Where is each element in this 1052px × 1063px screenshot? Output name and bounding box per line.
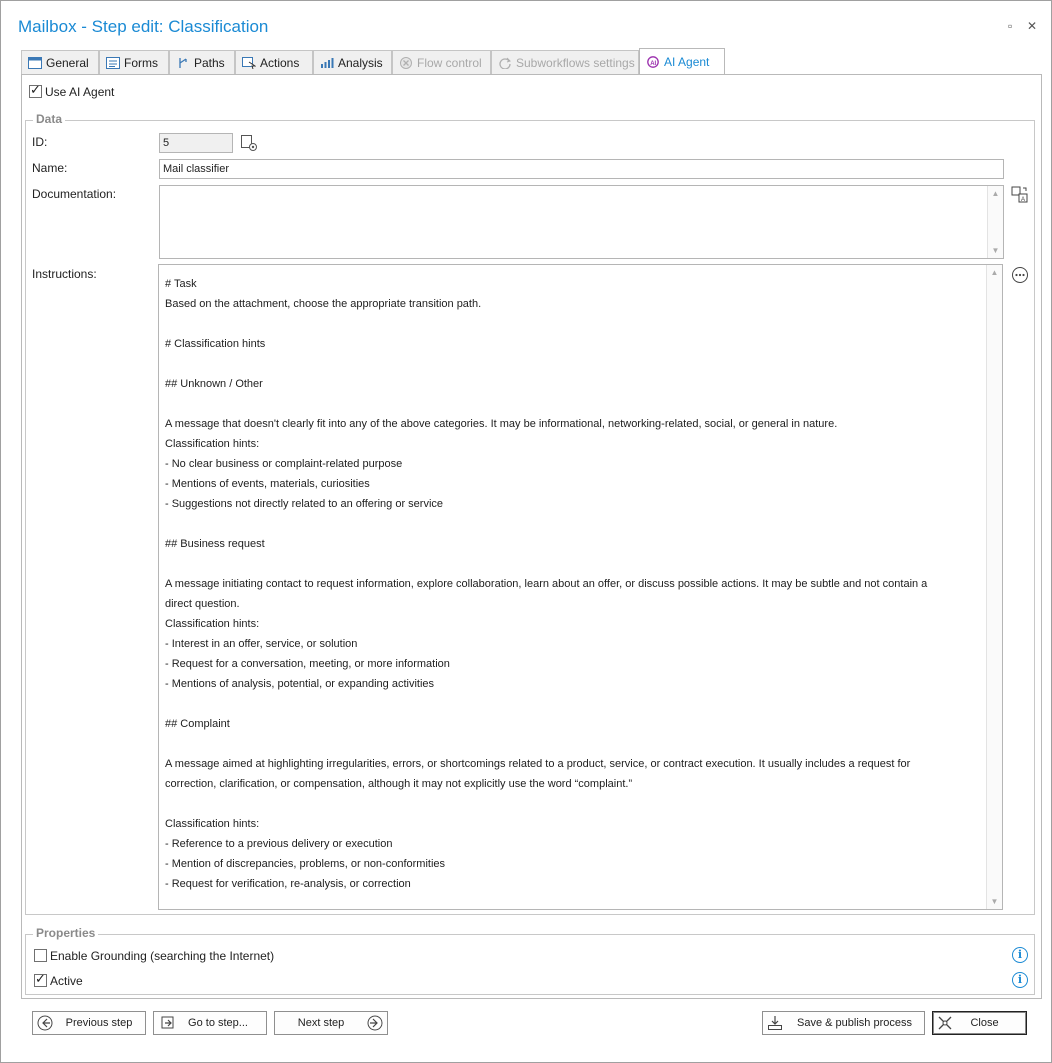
instruction-line: ## Unknown / Other [165,378,263,390]
instruction-line [165,734,982,754]
enable-grounding-checkbox[interactable] [34,949,47,962]
svg-text:AI: AI [650,60,657,67]
tab-label: Flow control [417,55,482,70]
tab-analysis[interactable] [313,50,392,74]
instruction-line: - Mentions of analysis, potential, or expanding activities [165,678,435,690]
instruction-line: ## Complaint [165,718,230,730]
instruction-line: Classification hints: [165,818,260,830]
next-step-button[interactable] [274,1011,388,1035]
instruction-line: A message that doesn't clearly fit into any of the above categories. It may be informational, networking-related, social, or general in nature. [165,418,838,430]
instruction-line: A message aimed at highlighting irregularities, errors, or shortcomings related to a product, service, or contract execution. It usually includes a request for [165,758,911,770]
id-field[interactable]: 5 [159,133,233,153]
name-field[interactable]: Mail classifier [159,159,1004,179]
instruction-line [165,694,982,714]
previous-step-label: Previous step [65,1017,133,1029]
more-options-icon[interactable] [1011,266,1029,284]
scroll-down-arrow-icon[interactable]: ▼ [991,246,1000,255]
tab-paths[interactable] [169,50,235,74]
window-icon [28,57,42,69]
form-icon [106,57,120,69]
data-group-legend: Data [33,112,65,126]
scroll-up-arrow-icon[interactable]: ▲ [990,268,999,277]
tab-label: Analysis [338,55,383,70]
tab-general[interactable] [21,50,99,74]
actions-icon [242,57,256,69]
go-to-step-label: Go to step... [188,1017,248,1029]
instruction-line [165,794,982,814]
instruction-line [165,314,982,334]
properties-group-legend: Properties [33,926,98,940]
tab-subworkflows-settings[interactable] [491,50,639,74]
instructions-label: Instructions: [32,267,97,281]
scroll-down-arrow-icon[interactable]: ▼ [990,897,999,906]
paths-icon [176,57,190,69]
instruction-line [165,554,982,574]
instructions-text [165,274,982,894]
tab-label: Paths [194,55,225,70]
use-ai-agent-label: Use AI Agent [45,85,115,99]
tab-bar [21,50,1033,74]
instruction-line: correction, clarification, or compensation, although it may not explicitly use the word “complaint.” [165,778,633,790]
documentation-label: Documentation: [32,187,117,201]
instruction-line: - Request for a conversation, meeting, or more information [165,658,450,670]
instruction-line: - Request for verification, re-analysis, or correction [165,878,411,890]
close-window-button[interactable]: ✕ [1027,19,1038,33]
tab-ai-agent[interactable] [639,48,725,74]
instruction-line: - Mention of discrepancies, problems, or non-conformities [165,858,446,870]
name-label: Name: [32,161,68,175]
translate-icon[interactable] [1011,186,1029,204]
ai-agent-icon [646,56,660,68]
use-ai-agent-checkbox[interactable] [29,85,42,98]
tab-label: Forms [124,55,158,70]
instruction-line [165,394,982,414]
active-info-icon[interactable]: i [1012,972,1028,988]
tab-actions[interactable] [235,50,313,74]
next-step-label: Next step [297,1017,345,1029]
instruction-line: # Classification hints [165,338,266,350]
active-label: Active [50,974,83,988]
go-to-icon [160,1015,176,1031]
id-label: ID: [32,135,48,149]
maximize-button[interactable]: ▫ [1008,19,1013,33]
instruction-line: Classification hints: [165,438,260,450]
arrow-right-circle-icon [367,1015,383,1031]
close-button[interactable] [932,1011,1027,1035]
dialog-title: Mailbox - Step edit: Classification [18,17,269,36]
tab-label: Subworkflows settings [516,55,635,70]
documentation-field[interactable] [159,185,1004,259]
instructions-scrollbar[interactable] [986,265,1002,909]
go-to-step-button[interactable] [153,1011,267,1035]
refresh-icon [498,57,512,69]
save-publish-label: Save & publish process [797,1017,912,1029]
documentation-scrollbar[interactable] [987,186,1003,258]
instruction-line: Based on the attachment, choose the appropriate transition path. [165,298,482,310]
active-checkbox[interactable] [34,974,47,987]
save-publish-icon [767,1015,783,1031]
instruction-line: direct question. [165,598,240,610]
instruction-line: - Suggestions not directly related to an offering or service [165,498,444,510]
enable-grounding-label: Enable Grounding (searching the Internet) [50,949,275,963]
tab-forms[interactable] [99,50,169,74]
instruction-line: # Task [165,278,197,290]
chart-icon [320,57,334,69]
tab-flow-control[interactable] [392,50,491,74]
tab-label: Actions [260,55,300,70]
close-label: Close [970,1017,999,1029]
save-publish-button[interactable] [762,1011,925,1035]
previous-step-button[interactable] [32,1011,146,1035]
instruction-line: - Mentions of events, materials, curiosities [165,478,370,490]
flow-control-icon [399,57,413,69]
svg-text:A: A [1021,197,1026,203]
scroll-up-arrow-icon[interactable]: ▲ [991,189,1000,198]
instruction-line: - Interest in an offer, service, or solution [165,638,358,650]
close-icon [937,1015,953,1031]
grounding-info-icon[interactable]: i [1012,947,1028,963]
tab-label: AI Agent [664,54,710,69]
instruction-line [165,354,982,374]
id-settings-icon[interactable] [240,134,258,152]
instruction-line: A message initiating contact to request information, explore collaboration, learn about an offer, or discuss possible actions. It may be subtle and not contain a [165,578,928,590]
tab-label: General [46,55,89,70]
properties-group [25,934,1035,995]
instructions-field[interactable] [158,264,1003,910]
instruction-line: Classification hints: [165,618,260,630]
arrow-left-circle-icon [37,1015,53,1031]
instruction-line: ## Business request [165,538,265,550]
instruction-line: - No clear business or complaint-related purpose [165,458,403,470]
instruction-line: - Reference to a previous delivery or execution [165,838,393,850]
instruction-line [165,514,982,534]
